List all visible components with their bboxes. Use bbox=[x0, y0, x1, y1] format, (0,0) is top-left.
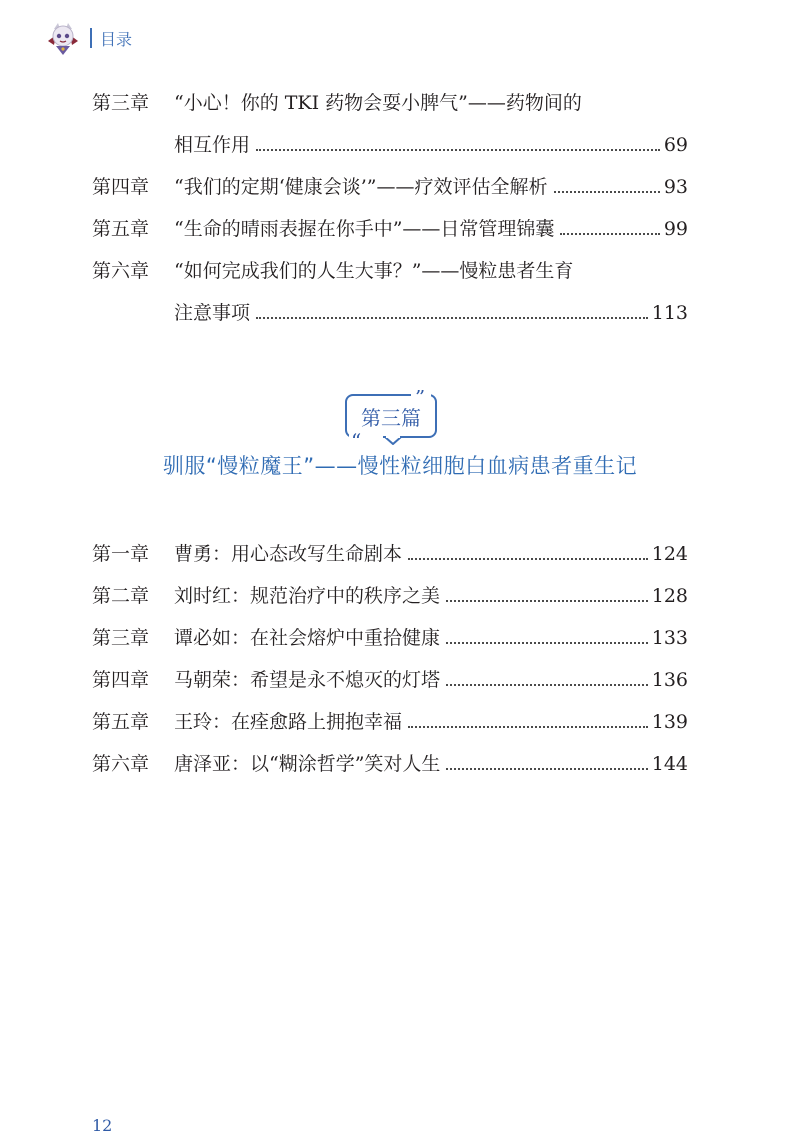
header-title: 目录 bbox=[100, 29, 133, 49]
toc-entry[interactable] bbox=[92, 659, 688, 701]
page-number-ref: 139 bbox=[651, 711, 688, 733]
chapter-title: “我们的定期‘健康会谈’”——疗效评估全解析 bbox=[174, 176, 548, 198]
chapter-label: 第四章 bbox=[92, 669, 150, 691]
dot-leader bbox=[446, 642, 648, 644]
page-number-ref: 69 bbox=[663, 134, 688, 156]
chapter-title: “如何完成我们的人生大事？”——慢粒患者生育 bbox=[174, 260, 574, 282]
chapter-label: 第三章 bbox=[92, 92, 150, 114]
chapter-title: “生命的晴雨表握在你手中”——日常管理锦囊 bbox=[174, 218, 555, 240]
toc-part3 bbox=[92, 533, 688, 785]
chapter-title: 马朝荣：希望是永不熄灭的灯塔 bbox=[174, 669, 441, 691]
dot-leader bbox=[408, 726, 648, 728]
chapter-label: 第五章 bbox=[92, 218, 150, 240]
chapter-label: 第三章 bbox=[92, 627, 150, 649]
toc-entry[interactable] bbox=[92, 82, 688, 166]
toc-entry[interactable] bbox=[92, 617, 688, 659]
dot-leader bbox=[560, 233, 659, 235]
page-number-ref: 99 bbox=[663, 218, 688, 240]
page-number-ref: 133 bbox=[651, 627, 688, 649]
chapter-title: 王玲：在痊愈路上拥抱幸福 bbox=[174, 711, 403, 733]
chapter-title: 曹勇：用心态改写生命剧本 bbox=[174, 543, 403, 565]
page-number-ref: 136 bbox=[651, 669, 688, 691]
quote-marks-icon bbox=[345, 390, 441, 446]
part-badge-label: 第三篇 bbox=[345, 394, 437, 438]
toc-entry[interactable] bbox=[92, 166, 688, 208]
page-number-ref: 113 bbox=[651, 302, 688, 324]
page-number-ref: 124 bbox=[651, 543, 688, 565]
dot-leader bbox=[408, 558, 648, 560]
mascot-icon bbox=[44, 19, 82, 57]
chapter-label: 第四章 bbox=[92, 176, 150, 198]
dot-leader bbox=[256, 317, 648, 319]
chapter-label: 第一章 bbox=[92, 543, 150, 565]
chapter-label: 第二章 bbox=[92, 585, 150, 607]
header-divider bbox=[90, 28, 92, 48]
chapter-title: 刘时红：规范治疗中的秩序之美 bbox=[174, 585, 441, 607]
chapter-title: “小心！你的 TKI 药物会耍小脾气”——药物间的 bbox=[174, 92, 582, 114]
chapter-title: 谭必如：在社会熔炉中重拾健康 bbox=[174, 627, 441, 649]
svg-text:”: ” bbox=[415, 390, 426, 409]
chapter-title: 唐泽亚：以“糊涂哲学”笑对人生 bbox=[174, 753, 441, 775]
chapter-label: 第六章 bbox=[92, 260, 150, 282]
page-number-ref: 144 bbox=[651, 753, 688, 775]
toc-entry[interactable] bbox=[92, 701, 688, 743]
page-number-ref: 93 bbox=[663, 176, 688, 198]
dot-leader bbox=[446, 600, 648, 602]
dot-leader bbox=[554, 191, 660, 193]
dot-leader bbox=[446, 768, 647, 770]
chapter-label: 第六章 bbox=[92, 753, 150, 775]
toc-entry[interactable] bbox=[92, 743, 688, 785]
toc-entry[interactable] bbox=[92, 575, 688, 617]
part-title: 驯服“慢粒魔王”——慢性粒细胞白血病患者重生记 bbox=[162, 454, 638, 478]
part-badge bbox=[345, 390, 441, 446]
chapter-title-continued: 相互作用 bbox=[174, 134, 251, 156]
toc-entry[interactable] bbox=[92, 208, 688, 250]
toc-entry[interactable] bbox=[92, 533, 688, 575]
dot-leader bbox=[256, 149, 660, 151]
svg-text:“: “ bbox=[351, 429, 362, 446]
page-header bbox=[44, 18, 132, 58]
toc-part2-continued bbox=[92, 82, 688, 334]
page-number: 12 bbox=[92, 1116, 113, 1135]
chapter-title-continued: 注意事项 bbox=[174, 302, 251, 324]
chapter-label: 第五章 bbox=[92, 711, 150, 733]
page-number-ref: 128 bbox=[651, 585, 688, 607]
dot-leader bbox=[446, 684, 648, 686]
toc-entry[interactable] bbox=[92, 250, 688, 334]
